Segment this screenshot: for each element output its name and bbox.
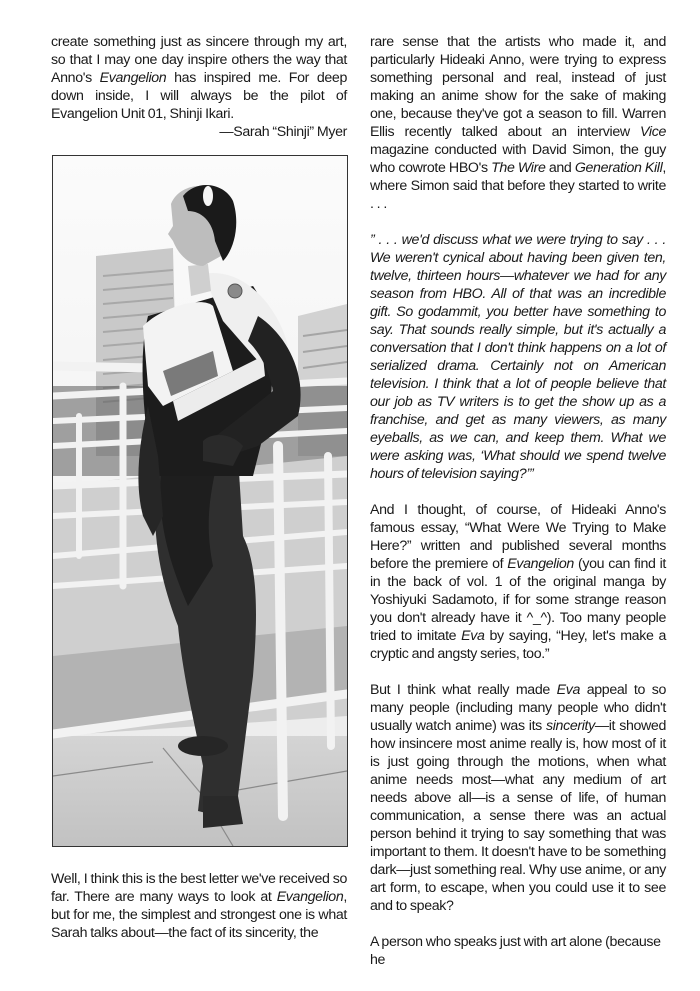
response-body: [370, 33, 666, 969]
paragraph-anno-essay: And I thought, of course, of Hideaki Anno's famous essay, “What Were We Trying to Make Here?” written and published several months before the premiere of Evangelion (you can find it in the back of vol. 1 of the original manga by Yoshiyuki Sadamoto, if for some strange reason you don't already have it ^_^). Too many people tried to imitate Eva by saying, “Hey, let's make a cryptic and angsty series, too.”: [370, 502, 666, 662]
cosplay-photo: [52, 155, 348, 847]
letter-closing-text: create something just as sincere through my art, so that I may one day inspire others the way that Anno's Evangelion has inspired me. For deep down inside, I will always be the pilot of Evangelion Unit 01, Shinji Ikari.: [51, 34, 347, 122]
letter-closing: [51, 33, 347, 141]
response-intro: [51, 870, 347, 942]
paragraph-gap: [370, 483, 666, 501]
paragraph-gap: [370, 213, 666, 231]
simon-quote: ” . . . we'd discuss what we were trying to say . . . We weren't cynical about having been given ten, twelve, thirteen hours—whatever we had for any season from HBO. All of that was an incredible gift. So godammit, you better have something to say. That sounds really simple, but it's actually a conversation that I don't think happens on a lot of serialized drama. Certainly not on American television. I think that a lot of people believe that our job as TV writers is to get the show up as a franchise, and get as many viewers, as many eyeballs, as we can, and keep them. What we were asking was, ‘What should we spend twelve hours of television saying?’”: [370, 232, 666, 482]
paragraph-sincerity: But I think what really made Eva appeal to so many people (including many people who didn't usually watch anime) was its sincerity—it showed how insincere most anime really is, how most of it is just going through the motions, when what anime needs most—what any medium of art needs above all—is a sense of life, of human communication, a sense there was an actual person behind it trying to say something that was important to them. It doesn't have to be something dark—just something real. Why use anime, or any art form, to escape, when you could use it to see and to speak?: [370, 682, 666, 914]
photo-illustration: [53, 156, 347, 846]
response-intro-text: Well, I think this is the best letter we've received so far. There are many ways to look at Evangelion, but for me, the simplest and strongest one is what Sarah talks about—the fact of its sincerity, the: [51, 871, 347, 941]
paragraph-gap: [370, 663, 666, 681]
paragraph-gap: [370, 915, 666, 933]
letter-signature: —Sarah “Shinji” Myer: [219, 124, 347, 140]
paragraph-art-alone: A person who speaks just with art alone (because he: [370, 934, 661, 968]
paragraph-simon-intro: rare sense that the artists who made it, and particularly Hideaki Anno, were trying to express something personal and real, instead of just making an anime show for the sake of making one, because they've got a season to fill. Warren Ellis recently talked about an interview Vice magazine conducted with David Simon, the guy who cowrote HBO's The Wire and Generation Kill, where Simon said that before they started to write . . .: [370, 34, 666, 212]
